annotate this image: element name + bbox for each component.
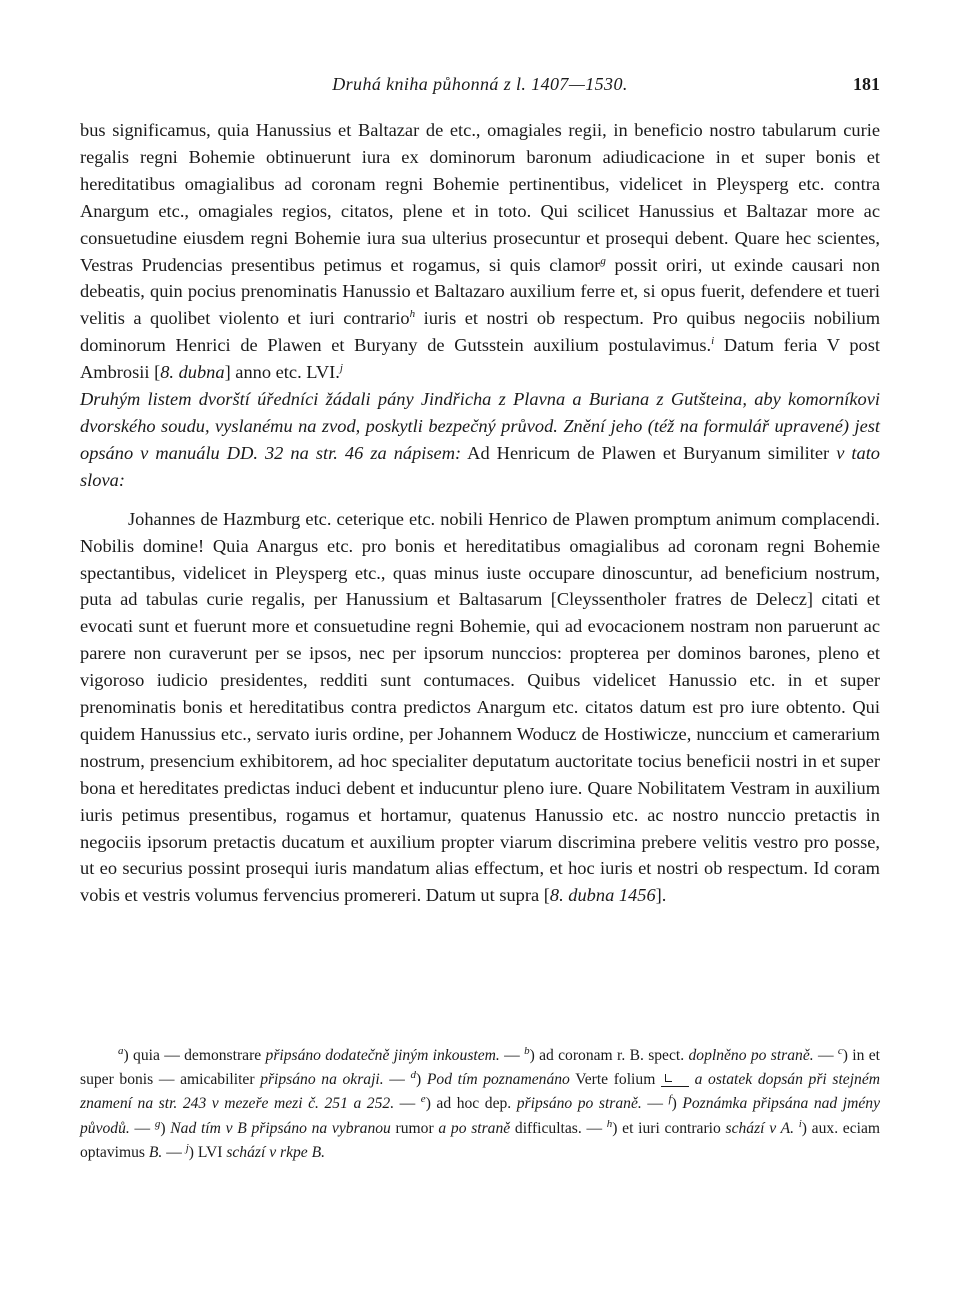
footnote-ref-j: j bbox=[339, 362, 343, 375]
footnote-mark: d bbox=[410, 1069, 417, 1082]
manuscript-sign-icon bbox=[661, 1074, 689, 1087]
note-italic: a ostatek dopsán při stejném znamení na str. 243 v mezeře mezi č. 251 a 252. bbox=[80, 1071, 881, 1113]
footnote-ref-g: g bbox=[600, 254, 606, 267]
note-italic: Poznámka připsána nad jmény původů. bbox=[80, 1095, 881, 1137]
editorial-note: Druhým listem dvorští úředníci žádali pány Jindřicha z Plavna a Buriana z Gutšteina, aby komorníkovi dvorského soudu, vyslanému na zvod, poskytli bezpečný průvod. Znění jeho (též na formulář upravené) jest opsáno v manuálu DD. 32 na str. 46 za nápisem: bbox=[80, 389, 880, 463]
page-header bbox=[80, 74, 880, 100]
text-run: — bbox=[383, 1071, 411, 1089]
text-run: — bbox=[129, 1119, 155, 1137]
footnote-block bbox=[80, 1044, 880, 1165]
footnote-mark: j bbox=[185, 1141, 189, 1154]
text-run: ] anno etc. LVI. bbox=[224, 362, 340, 383]
note-italic: schází v rkpe B. bbox=[226, 1143, 326, 1161]
editorial-date: 8. dubna bbox=[160, 362, 225, 383]
note-italic: B. bbox=[148, 1143, 163, 1161]
footnote-mark: g bbox=[154, 1117, 161, 1130]
text-run: — bbox=[813, 1047, 838, 1064]
paragraph-letter bbox=[80, 506, 880, 910]
paragraph-1 bbox=[80, 117, 880, 386]
footnote-mark: a bbox=[118, 1044, 124, 1057]
text-run: ) bbox=[160, 1119, 171, 1137]
note-italic: Nad tím v B připsáno na vybranou bbox=[170, 1119, 391, 1137]
footnote-mark: e bbox=[420, 1093, 426, 1106]
text-run: difficultas. — bbox=[510, 1119, 607, 1137]
footnote-mark: f bbox=[668, 1093, 672, 1106]
running-title: Druhá kniha půhonná z l. 1407—1530. bbox=[332, 74, 628, 94]
text-run: ]. bbox=[655, 885, 667, 906]
footnotes bbox=[80, 1044, 880, 1165]
note-italic: připsáno na okraji. bbox=[260, 1071, 384, 1089]
text-run: ) quia — demonstrare bbox=[123, 1047, 266, 1064]
text-run: Ad Henricum de Plawen et Buryanum similiter bbox=[461, 442, 837, 463]
footnote-mark: c bbox=[837, 1044, 843, 1057]
text-run: ) ad hoc dep. bbox=[425, 1095, 517, 1113]
text-run: ) bbox=[671, 1095, 683, 1113]
note-italic: schází v A. bbox=[725, 1119, 794, 1137]
text-run: ) et iuri contrario bbox=[612, 1119, 726, 1137]
text-run: bus significamus, quia Hanussius et Baltazar de etc., omagiales regii, in beneficio nostro tabularum curie regalis regni Bohemie obtinuerunt iura ex dominorum baronum adiudicacione in et super bonis et hereditatibus omagialibus ad coronam regni Bohemie pertinentibus, videlicet in Pleysperg etc. contra Anargum etc., omagiales regios, citatos, plene et in toto. Qui scilicet Hanussius et Baltazar more ac consuetudine eiusdem regni Bohemie iura sua ulterius prosecuntur et prosequi debent. Quare hec scientes, Vestras Prudencias presentibus petimus et rogamus, si quis clamor bbox=[80, 120, 880, 275]
footnote-ref-i: i bbox=[711, 335, 715, 348]
text-run: — bbox=[641, 1095, 669, 1113]
document-page bbox=[80, 0, 880, 1309]
footnote-ref-h: h bbox=[409, 308, 416, 321]
note-italic: připsáno po straně. bbox=[516, 1095, 642, 1113]
footnote-mark: h bbox=[606, 1117, 613, 1130]
footnote-mark: b bbox=[524, 1044, 530, 1057]
text-run: ) aux. eciam optavimus bbox=[80, 1119, 881, 1161]
text-run: ) LVI bbox=[188, 1143, 227, 1161]
note-italic: doplněno po straně. bbox=[688, 1047, 814, 1064]
text-run: ) in et super bonis — amicabiliter bbox=[80, 1047, 881, 1089]
note-italic: Pod tím poznamenáno bbox=[426, 1071, 570, 1089]
note-italic: a po straně bbox=[438, 1119, 511, 1137]
text-run: — bbox=[162, 1143, 186, 1161]
text-run: Verte folium bbox=[569, 1071, 661, 1089]
editorial-note: v tato slova: bbox=[80, 442, 881, 490]
note-italic: připsáno dodatečně jiným inkoustem. bbox=[265, 1047, 500, 1064]
text-run: iuris et nostri ob respectum. Pro quibus negociis nobilium dominorum Henrici de Plawen et Buryany de Gutsstein auxilium postulavimus. bbox=[80, 308, 880, 356]
footnote-mark: i bbox=[798, 1117, 802, 1130]
text-run: rumor bbox=[390, 1119, 439, 1137]
page-number: 181 bbox=[853, 74, 880, 94]
editorial-note-paragraph bbox=[80, 386, 880, 494]
text-run: ) ad coronam r. B. spect. bbox=[529, 1047, 689, 1064]
text-run: possit oriri, ut exinde causari non debeatis, quin pocius prenominatis Hanussio et Baltazaro auxilium ferre et, si opus fuerit, defendere et tueri velitis a quolibet violento et iuri contrario bbox=[80, 254, 880, 329]
editorial-date: 8. dubna 1456 bbox=[549, 885, 656, 906]
text-run: — bbox=[394, 1095, 421, 1113]
text-run: Johannes de Hazmburg etc. ceterique etc. nobili Henrico de Plawen promptum animum complacendi. Nobilis domine! Quia Anargus etc. pro bonis et hereditatibus omagialibus ad coronam regni Bohemie spectantibus, videlicet in Pleysperg etc., quas minus iuste occupare dinoscuntur, ad beneficium nostrum, puta ad tabulas curie regalis, per Hanussium et Baltasarum [Cleyssentholer fratres de Delecz] citati et evocati sunt et fuerunt more et consuetudine regni Bohemie, qui ad evocacionem nostram non paruerunt ac parere non curaverunt per se ipsos, nec per ipsorum nunccios: propterea per dominos barones, pleno et vigoroso iudicio presidentes, redditi sunt contumaces. Quibus videlicet Hanussio etc. in et super prenominatis bonis et hereditatibus contra predictos Anargum etc. citatos datum est pro iure obtento. Qui quidem Hanussius etc., servato iuris ordine, per Johannem Woducz de Hostiwicze, nunccium et camerarium nostrum, presencium exhibitorem, ad hoc specialiter deputatum auctoritate tocius beneficii nostri in et super bona et hereditates predictas induci debent et inducuntur pleno iure. Quare Nobilitatem Vestram in auxilium iuris petimus presentibus, rogamus et hortamur, quatenus Hanussio etc. ac nostro nunccio pretactis in negociis ipsorum pretactis ducatum et auxilium propter viarum discrimina prebere velitis vestro pro posse, ut eo securius possint prosequi iuris mandatum alias effectum, et hoc iuris et nostri ob respectum. Id coram vobis et vestris volumus fervencius promereri. Datum ut supra [ bbox=[80, 508, 880, 906]
text-run: — bbox=[499, 1047, 525, 1064]
main-text bbox=[80, 117, 880, 909]
text-run: Datum feria V post Ambrosii [ bbox=[80, 335, 880, 383]
text-run: ) bbox=[416, 1071, 427, 1089]
